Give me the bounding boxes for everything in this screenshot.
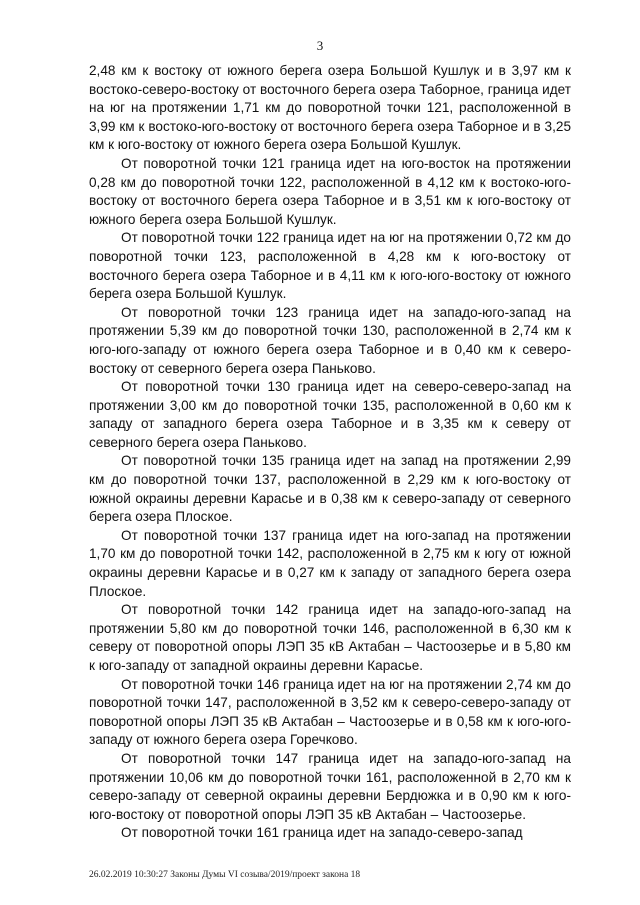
paragraph: От поворотной точки 161 граница идет на западо-северо-запад bbox=[121, 825, 523, 841]
paragraph: От поворотной точки 122 граница идет на юг на протяжении 0,72 км до поворотной точки 123, расположенной в 4,28 км к юго-востоку от восточного берега озера Таборное и в 4,11 км к юго-юго-востоку от южного берега озера Большой Кушлук. bbox=[89, 230, 571, 302]
paragraph: От поворотной точки 137 граница идет на юго-запад на протяжении 1,70 км до поворотной точки 142, расположенной в 2,75 км к югу от южной окраины деревни Карасье и в 0,27 км к западу от западного берега озера Плоское. bbox=[89, 527, 571, 599]
paragraph: От поворотной точки 121 граница идет на юго-восток на протяжении 0,28 км до поворотной точки 122, расположенной в 4,12 км к востоко-юго-востоку от восточного берега озера Таборное и в 3,51 км к юго-востоку от южного берега озера Большой Кушлук. bbox=[89, 155, 571, 227]
paragraph: От поворотной точки 147 граница идет на западо-юго-запад на протяжении 10,06 км до поворотной точки 161, расположенной в 2,70 км к северо-западу от северной окраины деревни Бердюжка и в 0,90 км к юго-юго-востоку от поворотной опоры ЛЭП 35 кВ Актабан – Частоозерье. bbox=[89, 750, 571, 822]
paragraph: От поворотной точки 123 граница идет на западо-юго-запад на протяжении 5,39 км до поворотной точки 130, расположенной в 2,74 км к юго-юго-западу от южного берега озера Таборное и в 0,40 км к северо-востоку от северного берега озера Паньково. bbox=[89, 304, 571, 376]
page-number: 3 bbox=[316, 38, 324, 53]
document-body bbox=[89, 62, 571, 843]
paragraph: От поворотной точки 135 граница идет на запад на протяжении 2,99 км до поворотной точки 137, расположенной в 2,29 км к юго-востоку от южной окраины деревни Карасье и в 0,38 км к северо-западу от северного берега озера Плоское. bbox=[89, 453, 571, 525]
paragraph: От поворотной точки 146 граница идет на юг на протяжении 2,74 км до поворотной точки 147, расположенной в 3,52 км к северо-северо-западу от поворотной опоры ЛЭП 35 кВ Актабан – Частоозерье и в 0,58 км к юго-юго-западу от южного берега озера Горечково. bbox=[89, 676, 571, 748]
paragraph: От поворотной точки 142 граница идет на западо-юго-запад на протяжении 5,80 км до поворотной точки 146, расположенной в 6,30 км к северу от поворотной опоры ЛЭП 35 кВ Актабан – Частоозерье и в 5,80 км к юго-западу от западной окраины деревни Карасье. bbox=[89, 602, 571, 673]
paragraph: От поворотной точки 130 граница идет на северо-северо-запад на протяжении 3,00 км до поворотной точки 135, расположенной в 0,60 км к западу от западного берега озера Таборное и в 3,35 км к северу от северного берега озера Паньково. bbox=[89, 379, 571, 450]
footer-stamp: 26.02.2019 10:30:27 Законы Думы VI созыва/2019/проект закона 18 bbox=[89, 870, 361, 880]
paragraph: 2,48 км к востоку от южного берега озера Большой Кушлук и в 3,97 км к востоко-северо-востоку от восточного берега озера Таборное, граница идет на юг на протяжении 1,71 км до поворотной точки 121, расположенной в 3,99 км к востоко-юго-востоку от восточного берега озера Таборное и в 3,25 км к юго-востоку от южного берега озера Большой Кушлук. bbox=[89, 63, 571, 153]
